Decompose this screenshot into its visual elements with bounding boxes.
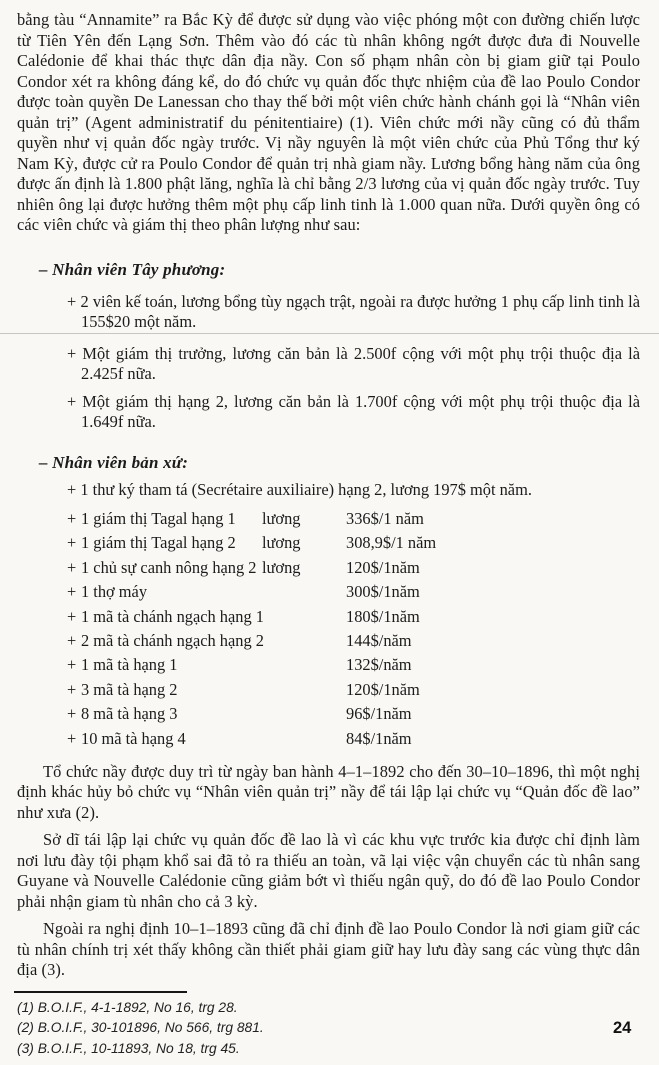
intro-paragraph: bằng tàu “Annamite” ra Bắc Kỳ để được sử dụng vào việc phóng một con đường chiến lược từ Tiên Yên đến Lạng Sơn. Thêm vào đó các tù nhân không ngớt được đưa đi Nouvelle Calédonie để khai thác thực dân địa nầy. Con số phạm nhân còn bị giam giữ tại Poulo Condor xét ra không đáng kể, do đó chức vụ quản đốc thực nhiệm của đề lao Poulo Condor được toàn quyền De Lanessan cho thay thế bởi một viên chức hành chánh gọi là “Nhân viên quản trị” (Agent administratif du pénitentiaire) (1). Viên chức mới nầy cũng có đủ thẩm quyền như vị quản đốc ngày trước. Vị nầy nguyên là một viên chức của Phủ Tổng thư ký Nam Kỳ, được cử ra Poulo Condor để quản trị nhà giam nầy. Lương bổng hàng năm của ông được ấn định là 1.800 phật lăng, nghĩa là chỉ bằng 2/3 lương của vị quản đốc ngày trước. Tuy nhiên ông lại được hưởng thêm một phụ cấp linh tinh là 1.000 quan nữa. Dưới quyền ông có các viên chức và giám thị theo phân lượng như sau:	[17, 10, 640, 234]
table-row	[17, 729, 640, 753]
wage-label: lương	[262, 533, 301, 553]
native-staff-salary-table	[17, 509, 640, 753]
plus-bullet-icon: +	[67, 479, 77, 499]
footnote: (3) B.O.I.F., 10-11893, No 18, trg 45.	[17, 1040, 240, 1056]
closing-paragraph: Ngoài ra nghị định 10–1–1893 cũng đã chỉ định đề lao Poulo Condor là nơi giam giữ các tù nhân chính trị xét thấy không cần thiết phải giam giữ hay lưu đày sang các vùng thực dân địa (3).	[17, 919, 640, 980]
western-staff-item-text: Một giám thị trưởng, lương căn bản là 2.500f cộng với một phụ trội thuộc địa là 2.425f nữa.	[81, 343, 640, 383]
table-row	[17, 631, 640, 655]
western-staff-item-text: 2 viên kế toán, lương bổng tùy ngạch trật, ngoài ra được hưởng 1 phụ cấp linh tinh là 155$20 một năm.	[80, 291, 640, 331]
salary-amount: 308,9$/1 năm	[346, 533, 437, 553]
staff-position: 2 mã tà chánh ngạch hạng 2	[81, 630, 264, 650]
plus-bullet-icon: +	[67, 728, 77, 748]
salary-amount: 96$/1năm	[346, 704, 412, 724]
western-staff-item	[17, 344, 640, 385]
western-staff-heading: – Nhân viên Tây phương:	[39, 259, 226, 279]
plus-bullet-icon: +	[67, 679, 77, 699]
staff-position: 1 chủ sự canh nông hạng 2	[81, 557, 257, 577]
plus-bullet-icon: +	[67, 655, 77, 675]
footnote: (1) B.O.I.F., 4-1-1892, No 16, trg 28.	[17, 999, 238, 1015]
table-row	[17, 655, 640, 679]
salary-amount: 180$/1năm	[346, 606, 420, 626]
staff-position: 1 thợ máy	[81, 582, 148, 602]
plus-bullet-icon: +	[67, 533, 77, 553]
salary-amount: 120$/1năm	[346, 679, 420, 699]
footnote-separator-rule	[14, 991, 187, 993]
native-staff-heading: – Nhân viên bản xứ:	[39, 452, 189, 472]
staff-position: 1 giám thị Tagal hạng 1	[81, 509, 236, 528]
footnote: (2) B.O.I.F., 30-101896, No 566, trg 881.	[17, 1020, 264, 1036]
closing-paragraph: Sở dĩ tái lập lại chức vụ quản đốc đề lao là vì các khu vực trước kia được chỉ định làm nơi lưu đày tội phạm khổ sai đã tỏ ra thiếu an toàn, vã lại việc vận chuyển các tù nhân sang Guyane và Nouvelle Calédonie cũng giảm bớt vì thiếu ngân quỹ, do đó đề lao Poulo Condor phải nhận giam tù nhân cho cả 3 kỳ.	[17, 830, 640, 911]
native-staff-intro-item	[17, 480, 640, 501]
salary-amount: 132$/năm	[346, 655, 412, 675]
table-row	[17, 558, 640, 582]
page-content	[17, 10, 640, 1059]
plus-bullet-icon: +	[67, 606, 77, 626]
plus-bullet-icon: +	[67, 509, 77, 528]
plus-bullet-icon: +	[67, 291, 77, 311]
table-row	[17, 607, 640, 631]
plus-bullet-icon: +	[67, 704, 77, 724]
staff-position: 10 mã tà hạng 4	[81, 728, 186, 748]
footnotes-section	[17, 991, 640, 1059]
salary-amount: 336$/1 năm	[346, 509, 424, 528]
staff-position: 1 giám thị Tagal hạng 2	[81, 533, 236, 553]
plus-bullet-icon: +	[67, 630, 77, 650]
western-staff-item-text: Một giám thị hạng 2, lương căn bản là 1.700f cộng với một phụ trội thuộc địa là 1.649f nữa.	[81, 391, 640, 431]
salary-amount: 84$/1năm	[346, 728, 412, 748]
salary-amount: 120$/1năm	[346, 557, 420, 577]
page-number: 24	[613, 1019, 632, 1037]
plus-bullet-icon: +	[67, 582, 77, 602]
salary-amount: 300$/1năm	[346, 582, 420, 602]
table-row	[17, 509, 640, 533]
wage-label: lương	[262, 509, 301, 528]
staff-position: 3 mã tà hạng 2	[81, 679, 178, 699]
table-row	[17, 704, 640, 728]
closing-paragraph: Tổ chức nầy được duy trì từ ngày ban hành 4–1–1892 cho đến 30–10–1896, thì một nghị định khác hủy bỏ chức vụ “Nhân viên quản trị” nầy để tái lập lại chức vụ “Quản đốc đề lao” như xưa (2).	[17, 761, 640, 822]
western-staff-item	[17, 392, 640, 433]
salary-amount: 144$/năm	[346, 630, 412, 650]
table-row	[17, 533, 640, 557]
table-row	[17, 680, 640, 704]
table-row	[17, 582, 640, 606]
staff-position: 8 mã tà hạng 3	[81, 704, 178, 724]
staff-position: 1 mã tà hạng 1	[81, 655, 178, 675]
western-staff-item	[17, 292, 640, 333]
plus-bullet-icon: +	[67, 557, 77, 577]
plus-bullet-icon: +	[67, 343, 77, 363]
plus-bullet-icon: +	[67, 391, 77, 411]
staff-position: 1 mã tà chánh ngạch hạng 1	[81, 606, 264, 626]
wage-label: lương	[262, 557, 301, 577]
native-staff-intro-item-text: 1 thư ký tham tá (Secrétaire auxiliaire) hạng 2, lương 197$ một năm.	[80, 479, 532, 499]
